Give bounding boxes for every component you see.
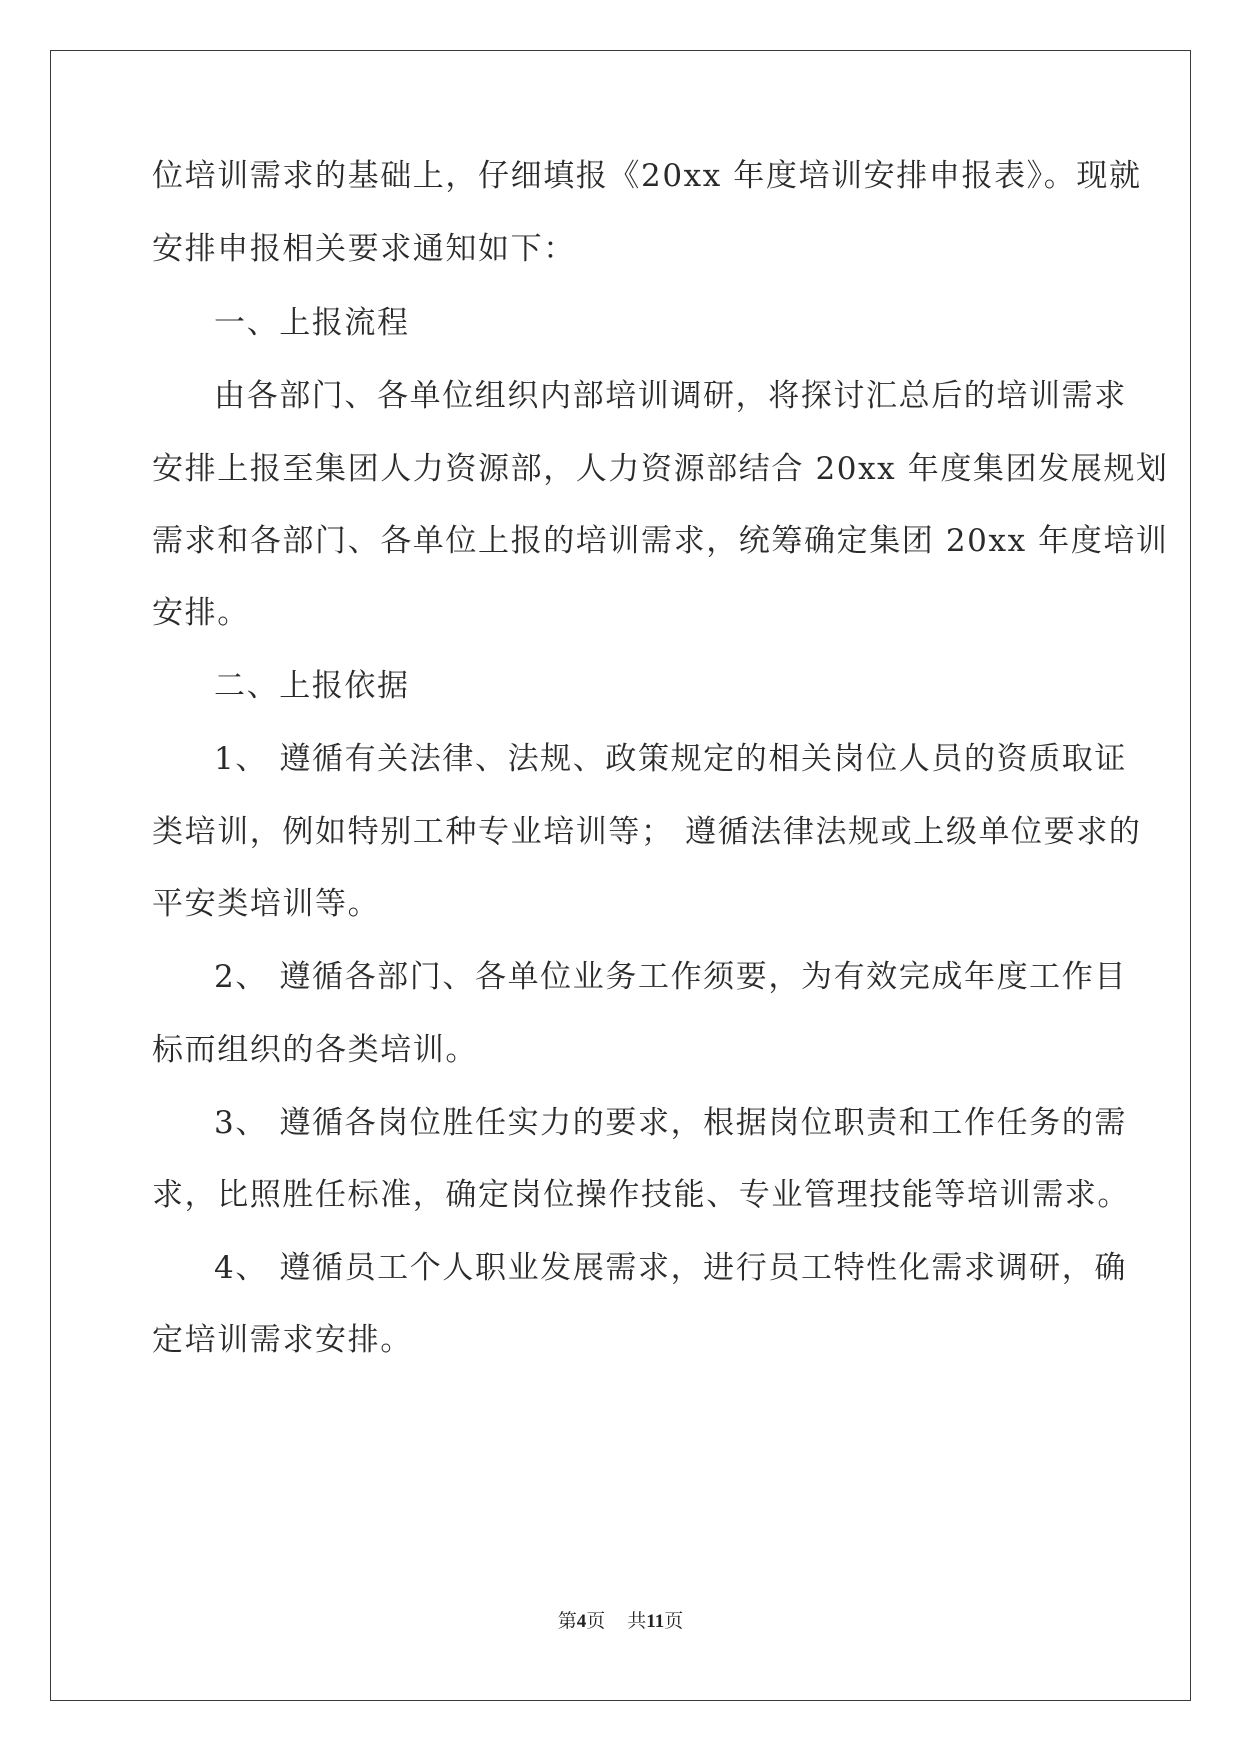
list-item-line: 求，比照胜任标准，确定岗位操作技能、专业管理技能等培训需求。 <box>152 1177 1130 1213</box>
list-item-line: 标而组织的各类培训。 <box>152 1032 478 1068</box>
list-item-line: 1、 遵循有关法律、法规、政策规定的相关岗位人员的资质取证 <box>214 741 1127 777</box>
page-border <box>50 50 1191 1701</box>
total-unit: 页 <box>664 1611 684 1632</box>
section-heading-reporting-basis: 二、上报依据 <box>214 668 410 704</box>
page-unit: 页 <box>586 1611 606 1632</box>
page-footer <box>0 1606 1241 1633</box>
paragraph-line: 安排上报至集团人力资源部，人力资源部结合 20xx 年度集团发展规划 <box>152 451 1169 487</box>
list-item-line: 定培训需求安排。 <box>152 1322 413 1358</box>
list-item-line: 3、 遵循各岗位胜任实力的要求，根据岗位职责和工作任务的需 <box>214 1105 1127 1141</box>
paragraph-line: 安排。 <box>152 595 250 631</box>
current-page-number: 4 <box>576 1611 587 1632</box>
paragraph-line: 位培训需求的基础上，仔细填报《20xx 年度培训安排申报表》。现就 <box>152 158 1142 194</box>
list-item-line: 4、 遵循员工个人职业发展需求，进行员工特性化需求调研，确 <box>214 1250 1127 1286</box>
total-page-count: 11 <box>646 1611 665 1632</box>
paragraph-line: 需求和各部门、各单位上报的培训需求，统筹确定集团 20xx 年度培训 <box>152 523 1169 559</box>
list-item-line: 2、 遵循各部门、各单位业务工作须要，为有效完成年度工作目 <box>214 959 1127 995</box>
paragraph-line: 安排申报相关要求通知如下： <box>152 231 576 267</box>
list-item-line: 平安类培训等。 <box>152 886 381 922</box>
total-prefix: 共 <box>627 1611 647 1632</box>
list-item-line: 类培训，例如特别工种专业培训等； 遵循法律法规或上级单位要求的 <box>152 814 1142 850</box>
section-heading-reporting-process: 一、上报流程 <box>214 305 410 341</box>
page-prefix: 第 <box>557 1611 577 1632</box>
paragraph-line: 由各部门、各单位组织内部培训调研，将探讨汇总后的培训需求 <box>214 378 1127 414</box>
